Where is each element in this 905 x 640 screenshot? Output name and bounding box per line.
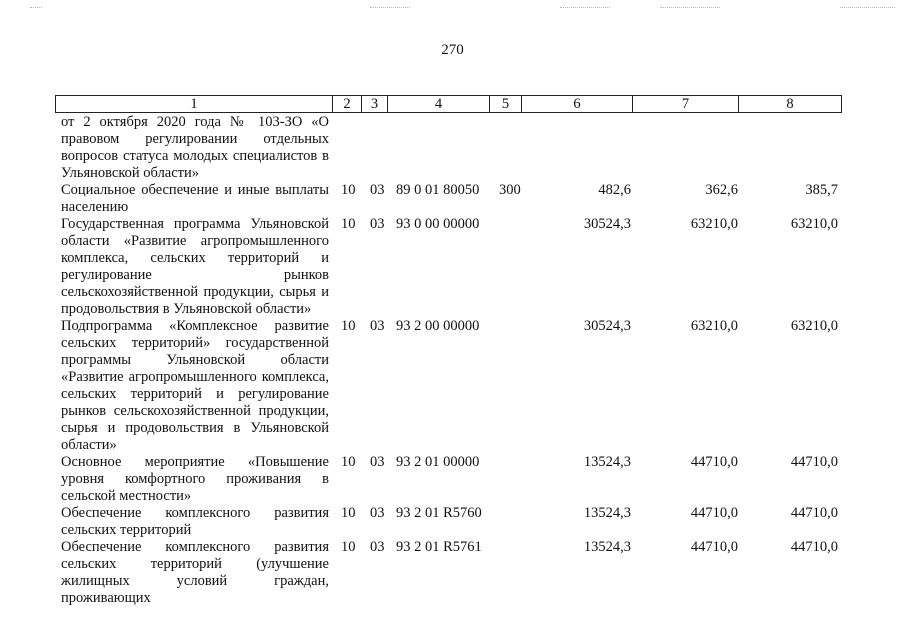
column-header-5: 5 xyxy=(490,96,522,113)
cell-target-article: 93 2 01 R5760 xyxy=(396,505,482,521)
cell-target-article: 93 0 00 00000 xyxy=(396,216,480,232)
row-description: Обеспечение комплексного развития сельских территорий xyxy=(61,505,329,538)
budget-table-body xyxy=(55,114,841,607)
column-header-6: 6 xyxy=(522,96,633,113)
scan-speck-right-1 xyxy=(560,7,610,10)
column-header-8: 8 xyxy=(739,96,842,113)
cell-section: 10 xyxy=(341,216,356,232)
cell-section: 10 xyxy=(341,539,356,555)
scan-speck-mid xyxy=(370,7,410,10)
table-row xyxy=(55,182,841,216)
column-header-2: 2 xyxy=(333,96,362,113)
cell-subsection: 03 xyxy=(370,454,385,470)
table-row xyxy=(55,318,841,454)
cell-amount-7: 63210,0 xyxy=(690,318,738,334)
row-description: Обеспечение комплексного развития сельских территорий (улучшение жилищных условий граждан, проживающих xyxy=(61,539,329,606)
table-row xyxy=(55,454,841,505)
cell-amount-7: 44710,0 xyxy=(690,454,738,470)
cell-expense-type: 300 xyxy=(499,182,521,198)
page-number: 270 xyxy=(441,42,464,58)
cell-subsection: 03 xyxy=(370,318,385,334)
cell-target-article: 93 2 01 R5761 xyxy=(396,539,482,555)
table-row xyxy=(55,539,841,607)
cell-target-article: 89 0 01 80050 xyxy=(396,182,480,198)
row-description: Государственная программа Ульяновской области «Развитие агропромышленного комплекса, сельских территорий и регулирование рынков сельскохозяйственной продукции, сырья и продовольствия в Ульяновской области» xyxy=(61,216,329,317)
table-row xyxy=(55,216,841,318)
cell-amount-7: 44710,0 xyxy=(690,539,738,555)
table-row xyxy=(55,114,841,182)
row-description: Подпрограмма «Комплексное развитие сельских территорий» государственной программы Ульяновской области «Развитие агропромышленного комплекса, сельских территорий и регулирование рынков сельскохозяйственной продукции, сырья и продовольствия в Ульяновской области» xyxy=(61,318,329,453)
cell-amount-6: 482,6 xyxy=(598,182,631,198)
row-description: Социальное обеспечение и иные выплаты населению xyxy=(61,182,329,215)
cell-subsection: 03 xyxy=(370,539,385,555)
cell-amount-8: 63210,0 xyxy=(790,216,838,232)
cell-section: 10 xyxy=(341,454,356,470)
cell-target-article: 93 2 01 00000 xyxy=(396,454,480,470)
table-row xyxy=(55,505,841,539)
scan-speck-left xyxy=(30,7,42,10)
cell-amount-8: 44710,0 xyxy=(790,505,838,521)
row-description: от 2 октября 2020 года № 103-ЗО «О правовом регулировании отдельных вопросов статуса молодых специалистов в Ульяновской области» xyxy=(61,114,329,181)
cell-amount-6: 30524,3 xyxy=(583,216,631,232)
cell-subsection: 03 xyxy=(370,182,385,198)
cell-section: 10 xyxy=(341,318,356,334)
column-header-3: 3 xyxy=(362,96,388,113)
column-header-7: 7 xyxy=(633,96,739,113)
cell-amount-6: 13524,3 xyxy=(583,505,631,521)
column-header-4: 4 xyxy=(388,96,490,113)
scan-speck-right-2 xyxy=(660,7,720,10)
cell-amount-8: 44710,0 xyxy=(790,454,838,470)
cell-subsection: 03 xyxy=(370,216,385,232)
cell-amount-6: 30524,3 xyxy=(583,318,631,334)
row-description: Основное мероприятие «Повышение уровня комфортного проживания в сельской местности» xyxy=(61,454,329,504)
column-header-row xyxy=(55,95,842,113)
scan-speck-right-3 xyxy=(840,7,895,10)
cell-section: 10 xyxy=(341,505,356,521)
cell-amount-7: 44710,0 xyxy=(690,505,738,521)
cell-amount-8: 44710,0 xyxy=(790,539,838,555)
cell-target-article: 93 2 00 00000 xyxy=(396,318,480,334)
cell-amount-6: 13524,3 xyxy=(583,454,631,470)
column-header-1: 1 xyxy=(56,96,333,113)
cell-amount-7: 362,6 xyxy=(705,182,738,198)
cell-amount-6: 13524,3 xyxy=(583,539,631,555)
cell-subsection: 03 xyxy=(370,505,385,521)
cell-section: 10 xyxy=(341,182,356,198)
cell-amount-7: 63210,0 xyxy=(690,216,738,232)
cell-amount-8: 385,7 xyxy=(805,182,838,198)
cell-amount-8: 63210,0 xyxy=(790,318,838,334)
